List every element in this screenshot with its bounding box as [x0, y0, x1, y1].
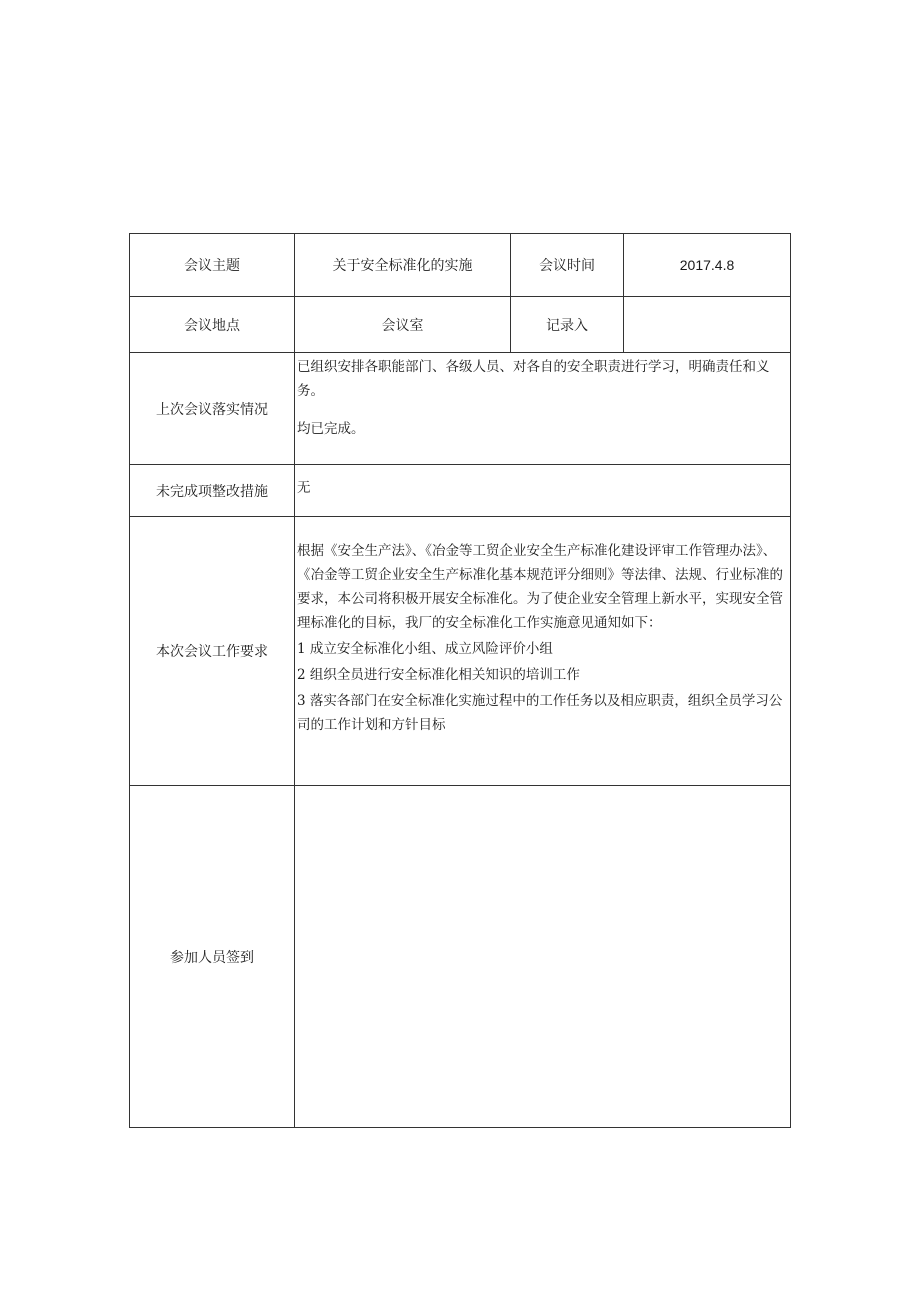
signin-label: 参加人员签到: [130, 786, 295, 1128]
location-label: 会议地点: [130, 297, 295, 353]
row-last-meeting: [130, 353, 791, 465]
last-meeting-content: [295, 353, 791, 465]
last-meeting-label: 上次会议落实情况: [130, 353, 295, 465]
last-meeting-line: 已组织安排各职能部门、各级人员、对各自的安全职责进行学习，明确责任和义务。: [297, 359, 770, 399]
time-value: 2017.4.8: [624, 234, 791, 297]
requirements-intro: 根据《安全生产法》、《冶金等工贸企业安全生产标准化建设评审工作管理办法》、《冶金等工贸企业安全生产标准化基本规范评分细则》等法律、法规、行业标准的要求，本公司将积极开展安全标准化。为了使企业安全管理上新水平，实现安全管理标准化的目标，我厂的安全标准化工作实施意见通知如下：: [297, 543, 783, 631]
signin-area[interactable]: [295, 786, 791, 1128]
requirements-item: 3 落实各部门在安全标准化实施过程中的工作任务以及相应职责，组织全员学习公司的工作计划和方针目标: [297, 693, 783, 733]
unfinished-content: [295, 465, 791, 517]
row-location: [130, 297, 791, 353]
time-label: 会议时间: [511, 234, 624, 297]
recorder-value: [624, 297, 791, 353]
row-signin: [130, 786, 791, 1128]
requirements-label: 本次会议工作要求: [130, 517, 295, 786]
unfinished-label: 未完成项整改措施: [130, 465, 295, 517]
row-unfinished: [130, 465, 791, 517]
requirements-content: [295, 517, 791, 786]
row-topic: [130, 234, 791, 297]
row-requirements: [130, 517, 791, 786]
topic-label: 会议主题: [130, 234, 295, 297]
last-meeting-line: 均已完成。: [297, 421, 365, 437]
recorder-label: 记录入: [511, 297, 624, 353]
location-value: 会议室: [295, 297, 511, 353]
meeting-record-table: [129, 233, 791, 1128]
requirements-item: 2 组织全员进行安全标准化相关知识的培训工作: [297, 667, 580, 683]
topic-value: 关于安全标准化的实施: [295, 234, 511, 297]
unfinished-value: 无: [297, 480, 311, 496]
requirements-item: 1 成立安全标准化小组、成立风险评价小组: [297, 641, 553, 657]
